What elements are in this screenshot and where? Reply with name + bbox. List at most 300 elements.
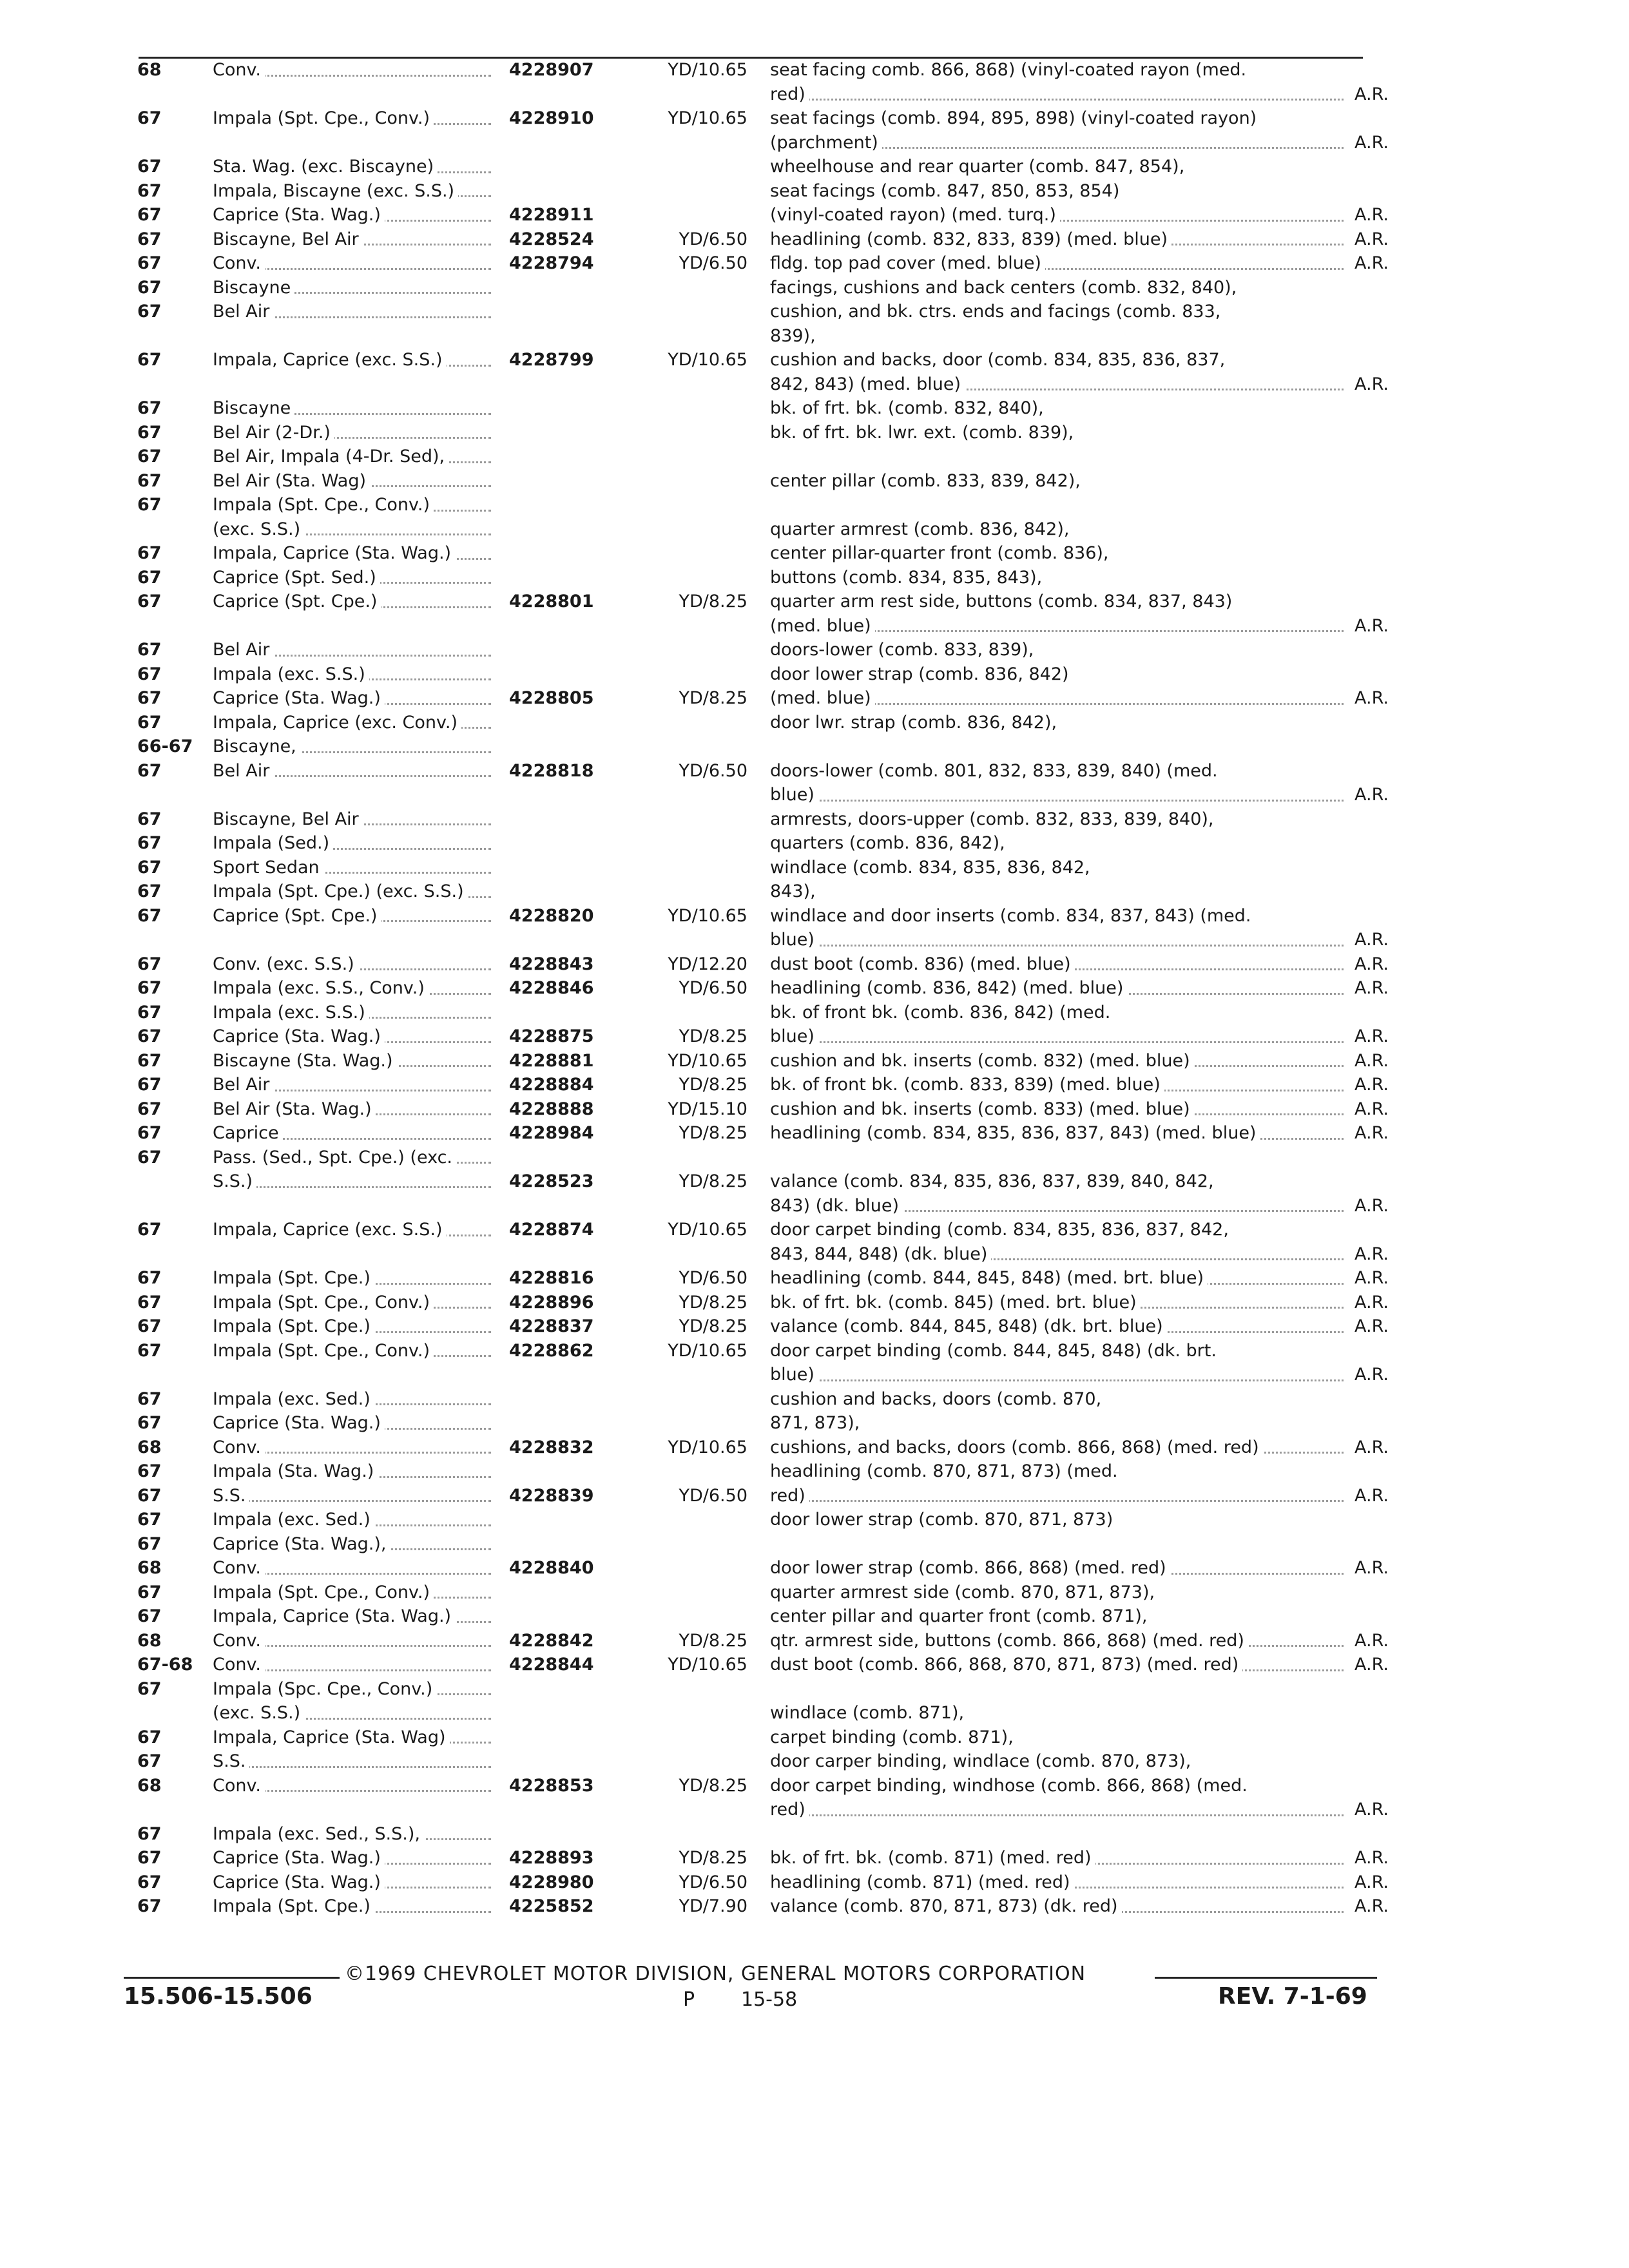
part-number: 4228816: [509, 1268, 594, 1288]
description-cell: [770, 638, 1389, 662]
model-year: 67: [137, 905, 162, 926]
model-cell: [213, 348, 496, 372]
model-cell: [213, 1774, 496, 1798]
model-year: 67: [137, 1002, 162, 1023]
model-name: S.S.: [213, 1751, 249, 1771]
model-name: Caprice (Sta. Wag.): [213, 1848, 385, 1868]
model-year: 67-68: [137, 1655, 193, 1675]
quantity: A.R.: [1351, 783, 1389, 807]
description-cell: [770, 1146, 1389, 1170]
model-name: Impala (Sta. Wag.): [213, 1461, 378, 1481]
table-row: [0, 1581, 1629, 1605]
table-row: [0, 1073, 1629, 1097]
description-cell: [770, 517, 1389, 542]
model-name: Impala, Caprice (exc. S.S.): [213, 1220, 447, 1240]
yardage: YD/8.25: [679, 1775, 747, 1796]
parts-list: [0, 58, 1629, 1919]
table-row: [0, 106, 1629, 131]
description-text: [770, 447, 774, 466]
description-cell: [770, 735, 1389, 759]
part-number: 4228910: [509, 108, 594, 128]
yardage: YD/8.25: [679, 1630, 747, 1651]
description-cell: [770, 759, 1389, 783]
model-year: 67: [137, 1147, 162, 1168]
table-row: [0, 1677, 1629, 1702]
copyright-notice: ©1969 CHEVROLET MOTOR DIVISION, GENERAL MOTORS CORPORATION: [345, 1963, 1086, 1985]
description-text: door carpet binding, windhose (comb. 866, 868) (med.: [770, 1776, 1251, 1796]
model-year: 67: [137, 253, 162, 273]
model-cell: [213, 1725, 496, 1750]
description-text: cushion and backs, doors (comb. 870,: [770, 1389, 1105, 1409]
model-name: Conv.: [213, 253, 265, 273]
description-text: doors-lower (comb. 833, 839),: [770, 640, 1037, 660]
description-cell: [770, 1291, 1389, 1315]
model-cell: [213, 1146, 496, 1170]
model-year: 67: [137, 1582, 162, 1602]
description-text: dust boot (comb. 866, 868, 870, 871, 873) (med. red): [770, 1655, 1242, 1675]
leader-dots: [213, 1766, 491, 1768]
description-text: buttons (comb. 834, 835, 843),: [770, 568, 1046, 588]
model-cell: [213, 1339, 496, 1363]
model-year: 67: [137, 1123, 162, 1143]
model-year: 67: [137, 881, 162, 901]
table-row: [0, 1169, 1629, 1194]
model-name: Biscayne, Bel Air: [213, 229, 363, 249]
description-cell: [770, 976, 1389, 1001]
leader-dots: [770, 1500, 1344, 1502]
model-cell: [213, 541, 496, 566]
part-number: 4228837: [509, 1316, 594, 1336]
description-cell: [770, 783, 1389, 807]
part-number: 4228896: [509, 1292, 594, 1312]
description-cell: [770, 1169, 1389, 1194]
table-row: [0, 614, 1629, 639]
yardage: YD/15.10: [668, 1099, 747, 1119]
model-cell: [213, 106, 496, 131]
model-year: 67: [137, 447, 162, 466]
model-year: 67: [137, 809, 162, 829]
description-text: quarters (comb. 836, 842),: [770, 833, 1009, 853]
model-name: Conv.: [213, 1655, 265, 1675]
part-number: 4228799: [509, 350, 594, 370]
description-cell: [770, 1725, 1389, 1750]
table-row: [0, 856, 1629, 880]
part-number: 4228832: [509, 1437, 594, 1457]
description-cell: [770, 1701, 1389, 1725]
description-text: 839),: [770, 326, 820, 346]
model-cell: [213, 1581, 496, 1605]
description-cell: [770, 1894, 1389, 1919]
model-name: Bel Air (2-Dr.): [213, 423, 334, 443]
description-cell: [770, 1001, 1389, 1025]
model-year: 67: [137, 229, 162, 249]
description-cell: [770, 1581, 1389, 1605]
table-row: [0, 1363, 1629, 1387]
part-number: 4228888: [509, 1099, 594, 1119]
description-cell: [770, 1677, 1389, 1702]
model-year: 67: [137, 1461, 162, 1481]
model-name: Conv.: [213, 1558, 265, 1578]
table-row: [0, 1339, 1629, 1363]
description-cell: [770, 1459, 1389, 1484]
description-text: door lwr. strap (comb. 836, 842),: [770, 713, 1061, 733]
model-year: 67: [137, 857, 162, 878]
description-cell: [770, 928, 1389, 952]
model-name: Biscayne: [213, 398, 294, 418]
model-year: 67: [137, 1678, 162, 1699]
model-year: 67: [137, 712, 162, 733]
model-cell: [213, 1387, 496, 1412]
table-row: [0, 1508, 1629, 1532]
table-row: [0, 493, 1629, 517]
model-year: 67: [137, 1823, 162, 1844]
model-name: Impala (exc. S.S.): [213, 664, 369, 684]
model-year: 67: [137, 277, 162, 298]
description-cell: [770, 1242, 1389, 1267]
model-cell: [213, 396, 496, 421]
part-number: 4228881: [509, 1050, 594, 1071]
model-cell: [213, 517, 496, 542]
quantity: A.R.: [1351, 1121, 1389, 1146]
table-row: [0, 807, 1629, 832]
description-text: cushion and bk. inserts (comb. 832) (med. blue): [770, 1051, 1194, 1071]
description-text: blue): [770, 1026, 818, 1046]
description-text: headlining (comb. 870, 871, 873) (med.: [770, 1461, 1122, 1481]
model-year: 67: [137, 108, 162, 128]
description-text: seat facing comb. 866, 868) (vinyl-coated rayon (med.: [770, 60, 1250, 80]
description-cell: [770, 1484, 1389, 1508]
description-text: [770, 495, 774, 515]
quantity: A.R.: [1351, 372, 1389, 397]
model-cell: [213, 711, 496, 735]
description-cell: [770, 1798, 1389, 1822]
model-cell: [213, 1484, 496, 1508]
description-text: carpet binding (comb. 871),: [770, 1727, 1017, 1747]
description-cell: [770, 1339, 1389, 1363]
description-text: armrests, doors-upper (comb. 832, 833, 839, 840),: [770, 809, 1218, 829]
model-year: 67: [137, 640, 162, 660]
yardage: YD/8.25: [679, 1026, 747, 1046]
model-year: 67: [137, 664, 162, 684]
yardage: YD/10.65: [668, 1655, 747, 1675]
model-name: Impala, Biscayne (exc. S.S.): [213, 181, 458, 201]
yardage: YD/8.25: [679, 1292, 747, 1312]
description-text: door carpet binding (comb. 844, 845, 848) (dk. brt.: [770, 1341, 1220, 1361]
part-number: 4228893: [509, 1848, 594, 1868]
description-text: bk. of frt. bk. (comb. 845) (med. brt. blue): [770, 1293, 1141, 1312]
model-cell: [213, 155, 496, 179]
revision-date: REV. 7-1-69: [1218, 1983, 1367, 2010]
quantity: A.R.: [1351, 976, 1389, 1001]
table-row: [0, 1001, 1629, 1025]
model-cell: [213, 1532, 496, 1557]
description-cell: [770, 1749, 1389, 1774]
model-cell: [213, 1436, 496, 1460]
table-row: [0, 1387, 1629, 1412]
table-row: [0, 976, 1629, 1001]
model-name: Caprice (Spt. Sed.): [213, 568, 380, 588]
table-row: [0, 131, 1629, 155]
model-name: Bel Air: [213, 302, 273, 322]
model-cell: [213, 300, 496, 324]
model-name: S.S.): [213, 1171, 256, 1191]
table-row: [0, 1846, 1629, 1870]
model-name: Impala, Caprice (Sta. Wag.): [213, 1606, 455, 1626]
model-cell: [213, 1266, 496, 1291]
quantity: A.R.: [1351, 928, 1389, 952]
yardage: YD/10.65: [668, 1050, 747, 1071]
quantity: A.R.: [1351, 251, 1389, 276]
model-cell: [213, 227, 496, 252]
description-cell: [770, 1194, 1389, 1218]
model-year: 67: [137, 1485, 162, 1506]
model-name: Biscayne,: [213, 736, 300, 756]
footer-rule-left: [124, 1977, 340, 1979]
table-row: [0, 179, 1629, 204]
table-row: [0, 735, 1629, 759]
table-row: [0, 1484, 1629, 1508]
description-cell: [770, 251, 1389, 276]
description-cell: [770, 1218, 1389, 1242]
description-text: cushion, and bk. ctrs. ends and facings (comb. 833,: [770, 302, 1224, 322]
model-cell: [213, 566, 496, 590]
model-name: Caprice (Spt. Cpe.): [213, 906, 381, 926]
table-row: [0, 1194, 1629, 1218]
description-cell: [770, 276, 1389, 300]
description-text: quarter armrest side (comb. 870, 871, 873),: [770, 1582, 1159, 1602]
model-year: 67: [137, 1268, 162, 1288]
yardage: YD/10.65: [668, 1437, 747, 1457]
description-text: [770, 1679, 774, 1699]
description-text: cushion and backs, door (comb. 834, 835, 836, 837,: [770, 350, 1229, 370]
model-year: 67: [137, 1896, 162, 1916]
description-cell: [770, 807, 1389, 832]
description-cell: [770, 1653, 1389, 1677]
model-year: 67: [137, 1050, 162, 1071]
description-text: bk. of frt. bk. (comb. 832, 840),: [770, 398, 1048, 418]
yardage: YD/8.25: [679, 591, 747, 611]
description-text: center pillar and quarter front (comb. 871),: [770, 1606, 1151, 1626]
model-cell: [213, 276, 496, 300]
model-name: Caprice (Sta. Wag.): [213, 688, 385, 708]
table-row: [0, 1701, 1629, 1725]
model-cell: [213, 856, 496, 880]
description-text: center pillar (comb. 833, 839, 842),: [770, 471, 1084, 491]
page-number: 15-58: [741, 1988, 798, 2011]
description-cell: [770, 952, 1389, 977]
description-text: [770, 1148, 774, 1168]
description-text: headlining (comb. 832, 833, 839) (med. blue): [770, 229, 1171, 249]
model-year: 67: [137, 205, 162, 225]
part-number: 4228818: [509, 760, 594, 781]
model-year: 68: [137, 1630, 162, 1651]
model-name: Pass. (Sed., Spt. Cpe.) (exc.: [213, 1148, 456, 1168]
model-year: 67: [137, 302, 162, 322]
model-cell: [213, 1556, 496, 1581]
model-cell: [213, 638, 496, 662]
description-cell: [770, 155, 1389, 179]
model-name: Caprice (Sta. Wag.),: [213, 1534, 390, 1554]
yardage: YD/8.25: [679, 1075, 747, 1095]
description-text: bk. of frt. bk. lwr. ext. (comb. 839),: [770, 423, 1077, 443]
model-name: Impala, Caprice (exc. S.S.): [213, 350, 447, 370]
model-cell: [213, 1822, 496, 1847]
description-cell: [770, 1532, 1389, 1557]
description-text: red): [770, 84, 809, 104]
description-text: [770, 1824, 774, 1844]
description-cell: [770, 179, 1389, 204]
model-cell: [213, 1049, 496, 1073]
yardage: YD/10.65: [668, 905, 747, 926]
description-text: doors-lower (comb. 801, 832, 833, 839, 840) (med.: [770, 761, 1222, 781]
description-text: headlining (comb. 871) (med. red): [770, 1872, 1074, 1892]
description-cell: [770, 904, 1389, 928]
quantity: A.R.: [1351, 1870, 1389, 1895]
part-number: 4228875: [509, 1026, 594, 1046]
model-year: 67: [137, 470, 162, 491]
table-row: [0, 1749, 1629, 1774]
model-cell: [213, 1218, 496, 1242]
part-number: 4228840: [509, 1558, 594, 1578]
description-cell: [770, 58, 1389, 82]
description-text: headlining (comb. 834, 835, 836, 837, 843) (med. blue): [770, 1123, 1260, 1143]
leader-dots: [770, 1379, 1344, 1381]
description-text: valance (comb. 834, 835, 836, 837, 839, 840, 842,: [770, 1171, 1218, 1191]
model-cell: [213, 1121, 496, 1146]
description-cell: [770, 469, 1389, 494]
model-cell: [213, 421, 496, 445]
description-text: headlining (comb. 844, 845, 848) (med. brt. blue): [770, 1268, 1208, 1288]
description-text: red): [770, 1800, 809, 1820]
quantity: A.R.: [1351, 952, 1389, 977]
table-row: [0, 879, 1629, 904]
description-text: qtr. armrest side, buttons (comb. 866, 868) (med. red): [770, 1631, 1248, 1651]
model-name: Conv.: [213, 60, 265, 80]
yardage: YD/8.25: [679, 1316, 747, 1336]
model-cell: [213, 469, 496, 494]
quantity: A.R.: [1351, 614, 1389, 639]
yardage: YD/6.50: [679, 229, 747, 249]
model-cell: [213, 1314, 496, 1339]
table-row: [0, 1049, 1629, 1073]
quantity: A.R.: [1351, 203, 1389, 227]
description-text: 843, 844, 848) (dk. blue): [770, 1244, 991, 1264]
description-cell: [770, 203, 1389, 227]
description-text: seat facings (comb. 894, 895, 898) (vinyl-coated rayon): [770, 108, 1260, 128]
description-cell: [770, 1363, 1389, 1387]
model-cell: [213, 831, 496, 856]
table-row: [0, 952, 1629, 977]
model-name: Bel Air (Sta. Wag.): [213, 1099, 376, 1119]
part-number: 4228843: [509, 954, 594, 974]
part-number: 4228862: [509, 1340, 594, 1361]
model-year: 67: [137, 1389, 162, 1409]
model-cell: [213, 1677, 496, 1702]
model-name: Impala (Spc. Cpe., Conv.): [213, 1679, 436, 1699]
quantity: A.R.: [1351, 1266, 1389, 1291]
model-name: Caprice: [213, 1123, 283, 1143]
model-year: 67: [137, 833, 162, 853]
description-cell: [770, 1073, 1389, 1097]
yardage: YD/8.25: [679, 688, 747, 708]
part-number: 4228907: [509, 60, 594, 80]
table-row: [0, 1146, 1629, 1170]
model-year: 67: [137, 1292, 162, 1312]
table-row: [0, 1774, 1629, 1798]
model-year: 68: [137, 1437, 162, 1457]
yardage: YD/10.65: [668, 1340, 747, 1361]
part-number: 4228524: [509, 229, 594, 249]
quantity: A.R.: [1351, 1629, 1389, 1653]
model-cell: [213, 1701, 496, 1725]
description-cell: [770, 1774, 1389, 1798]
table-row: [0, 1798, 1629, 1822]
model-name: Impala (Spt. Cpe.): [213, 1268, 374, 1288]
description-text: (vinyl-coated rayon) (med. turq.): [770, 205, 1060, 225]
table-row: [0, 566, 1629, 590]
model-name: Impala (Spt. Cpe., Conv.): [213, 1293, 434, 1312]
model-name: Conv. (exc. S.S.): [213, 954, 358, 974]
model-name: Impala, Caprice (Sta. Wag): [213, 1727, 450, 1747]
model-name: (exc. S.S.): [213, 1703, 304, 1723]
model-cell: [213, 1749, 496, 1774]
table-row: [0, 251, 1629, 276]
table-row: [0, 396, 1629, 421]
model-year: 67: [137, 1533, 162, 1554]
model-cell: [213, 686, 496, 711]
description-text: cushions, and backs, doors (comb. 866, 868) (med. red): [770, 1437, 1263, 1457]
yardage: YD/6.50: [679, 1268, 747, 1288]
model-name: Impala (Spt. Cpe.): [213, 1896, 374, 1916]
quantity: A.R.: [1351, 1363, 1389, 1387]
model-cell: [213, 1508, 496, 1532]
table-row: [0, 928, 1629, 952]
description-cell: [770, 831, 1389, 856]
table-row: [0, 1097, 1629, 1122]
description-cell: [770, 1049, 1389, 1073]
model-name: Impala (Spt. Cpe., Conv.): [213, 108, 434, 128]
table-row: [0, 590, 1629, 614]
model-year: 67: [137, 1413, 162, 1433]
model-name: Bel Air (Sta. Wag): [213, 471, 370, 491]
model-name: Impala (Spt. Cpe., Conv.): [213, 1341, 434, 1361]
model-name: Caprice (Sta. Wag.): [213, 205, 385, 225]
model-name: Bel Air: [213, 640, 273, 660]
model-year: 67: [137, 567, 162, 588]
model-year: 67: [137, 1848, 162, 1868]
table-row: [0, 1459, 1629, 1484]
description-text: headlining (comb. 836, 842) (med. blue): [770, 978, 1127, 998]
description-cell: [770, 566, 1389, 590]
model-year: 67: [137, 1606, 162, 1626]
model-year: 67: [137, 180, 162, 201]
description-cell: [770, 493, 1389, 517]
description-cell: [770, 421, 1389, 445]
table-row: [0, 1314, 1629, 1339]
model-year: 67: [137, 1510, 162, 1530]
quantity: A.R.: [1351, 1291, 1389, 1315]
model-name: Impala (Spt. Cpe., Conv.): [213, 495, 434, 515]
table-row: [0, 276, 1629, 300]
leader-dots: [770, 1041, 1344, 1043]
description-cell: [770, 686, 1389, 711]
model-year: 67: [137, 1220, 162, 1240]
description-text: wheelhouse and rear quarter (comb. 847, 854),: [770, 157, 1188, 177]
table-row: [0, 155, 1629, 179]
model-name: Impala (Sed.): [213, 833, 333, 853]
part-number: 4228839: [509, 1485, 594, 1506]
model-name: Biscayne, Bel Air: [213, 809, 363, 829]
